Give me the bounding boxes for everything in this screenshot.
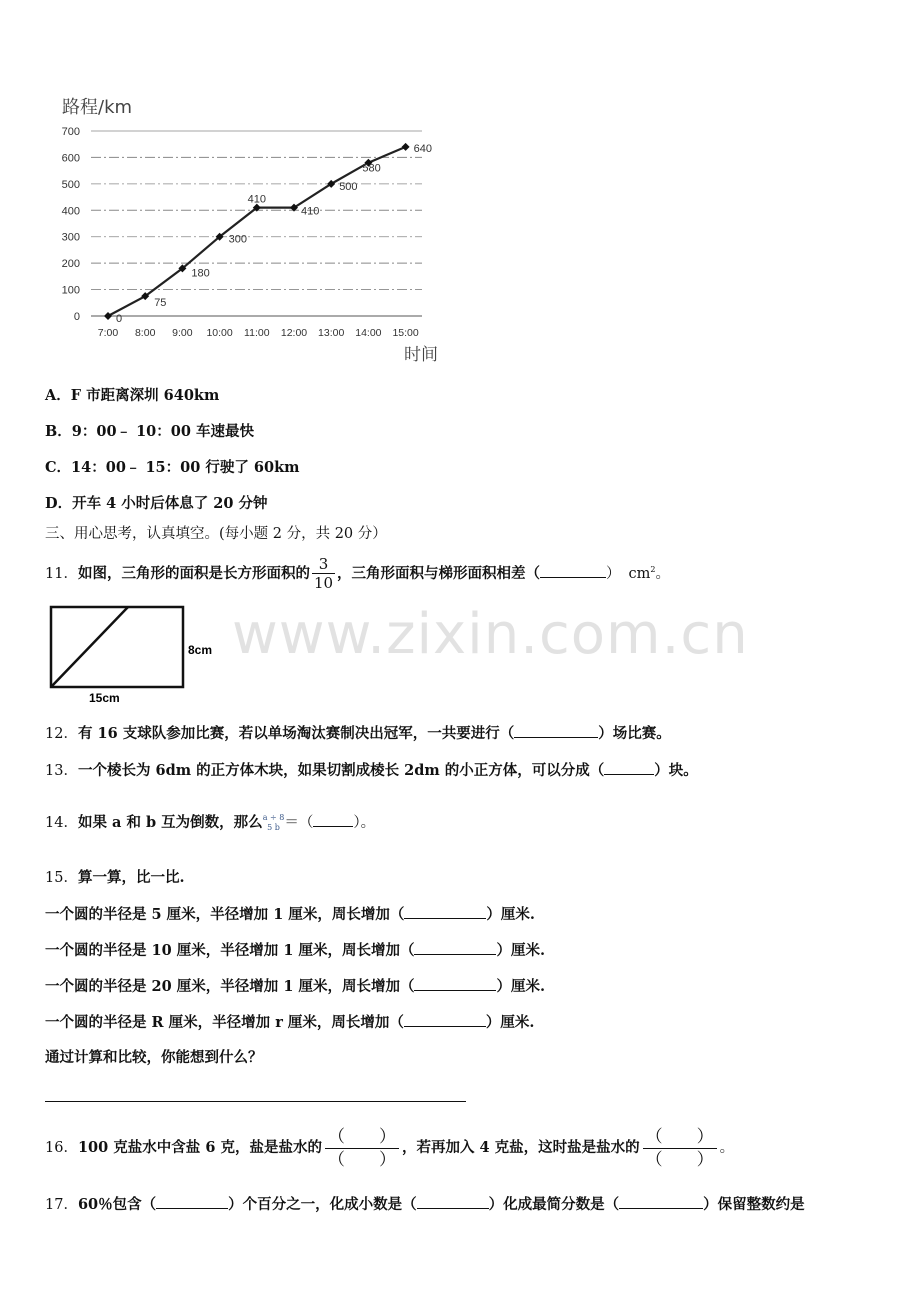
q16-text-2: ，若再加入 4 克盐，这时盐是盐水的 (401, 1139, 640, 1156)
height-label: 8cm (188, 643, 213, 657)
q17-text-4: ）保留整数约是 (703, 1196, 805, 1213)
q15-title: 算一算，比一比. (77, 869, 185, 886)
option-text: F 市距离深圳 640km (70, 387, 220, 404)
q17-text-3: ）化成最简分数是（ (488, 1196, 620, 1213)
question-16 (45, 1124, 734, 1172)
question-number: 11． (45, 565, 78, 582)
chart-xlabel: 时间 (404, 345, 438, 365)
answer-blank[interactable] (540, 563, 606, 578)
y-tick-label: 400 (61, 205, 80, 218)
option-letter: A． (45, 387, 71, 404)
x-tick-label: 15:00 (392, 327, 419, 339)
x-tick-label: 8:00 (134, 327, 156, 339)
section-3-heading: 三、用心思考，认真填空。(每小题 2 分，共 20 分） (45, 526, 387, 542)
chart-ylabel: 路程/km (62, 97, 133, 118)
question-12 (45, 723, 671, 744)
q11-close: ） (606, 565, 621, 582)
answer-blank[interactable] (404, 1012, 486, 1027)
answer-blank[interactable] (604, 760, 654, 775)
fraction-blank[interactable] (643, 1126, 717, 1171)
option-d (45, 494, 268, 514)
answer-blank[interactable] (414, 976, 496, 991)
question-number: 15． (45, 870, 78, 886)
y-tick-label: 600 (61, 152, 80, 165)
fraction-3-10 (312, 555, 335, 592)
q12-text-2: ）场比赛。 (598, 725, 671, 742)
fraction-blank[interactable] (325, 1126, 399, 1171)
option-letter: C． (45, 459, 72, 476)
question-13 (45, 760, 698, 781)
q15-line-1 (45, 904, 535, 925)
rectangle-figure (40, 598, 240, 708)
q15-line-3 (45, 976, 545, 997)
diagonal-line (51, 607, 128, 687)
data-label: 0 (116, 313, 123, 325)
q15-line-unit: ）厘米. (486, 906, 535, 923)
q14-equals: ＝（ (284, 815, 314, 831)
x-tick-label: 12:00 (280, 327, 308, 339)
q17-text-2: ）个百分之一，化成小数是（ (228, 1196, 417, 1213)
q14-text: 如果 a 和 b 互为倒数，那么 (77, 814, 263, 831)
y-tick-label: 0 (73, 311, 80, 323)
data-label: 75 (154, 297, 167, 310)
q15-line-text: 一个圆的半径是 20 厘米，半径增加 1 厘米，周长增加（ (45, 978, 415, 995)
q15-line-unit: ）厘米. (496, 942, 546, 959)
fraction-denominator: 10 (313, 574, 334, 593)
distance-time-chart (0, 0, 460, 372)
formula-bottom: 5 b (267, 823, 280, 832)
y-tick-label: 300 (61, 231, 80, 244)
q15-line-4 (45, 1012, 534, 1033)
q15-line-2 (45, 940, 545, 961)
x-tick-label: 10:00 (206, 327, 233, 339)
x-tick-label: 7:00 (97, 327, 119, 339)
q15-line-unit: ）厘米. (485, 1014, 535, 1031)
data-label: 410 (301, 205, 320, 218)
q14-close: ）。 (353, 815, 376, 831)
q17-text-1: 60％包含（ (77, 1196, 157, 1213)
q16-end: 。 (719, 1140, 735, 1156)
q15-line-text: 一个圆的半径是 10 厘米，半径增加 1 厘米，周长增加（ (45, 942, 415, 959)
x-tick-label: 11:00 (244, 327, 270, 339)
q11-text: 如图，三角形的面积是长方形面积的 (77, 564, 310, 582)
question-number: 16． (45, 1140, 78, 1156)
fraction-numerator-blank[interactable]: （ ） (645, 1126, 714, 1147)
answer-blank[interactable] (404, 904, 486, 919)
q15-line-text: 一个圆的半径是 5 厘米，半径增加 1 厘米，周长增加（ (45, 906, 405, 923)
q11-text-2: ，三角形面积与梯形面积相差（ (337, 564, 541, 582)
y-tick-label: 100 (61, 284, 80, 297)
answer-blank[interactable] (417, 1194, 489, 1209)
data-label: 410 (247, 193, 266, 206)
question-11 (45, 550, 671, 593)
data-label: 180 (191, 267, 210, 280)
question-number: 17． (45, 1197, 78, 1213)
q16-text: 100 克盐水中含盐 6 克，盐是盐水的 (77, 1139, 322, 1156)
fraction-denominator-blank[interactable]: （ ） (325, 1148, 399, 1171)
x-tick-label: 9:00 (172, 327, 193, 339)
fraction-denominator-blank[interactable]: （ ） (643, 1148, 717, 1171)
option-text: 9：00﹣ 10：00 车速最快 (71, 423, 254, 440)
x-tick-label: 14:00 (355, 327, 382, 339)
width-label: 15cm (89, 691, 120, 705)
option-a (45, 386, 219, 406)
x-tick-label: 13:00 (318, 327, 345, 339)
y-tick-label: 200 (61, 258, 80, 271)
fraction-numerator-blank[interactable]: （ ） (327, 1126, 396, 1147)
unit: cm (628, 565, 651, 582)
q15-question: 通过计算和比较，你能想到什么？ (45, 1049, 263, 1066)
question-number: 13． (45, 763, 78, 779)
question-number: 12． (45, 726, 78, 742)
answer-blank[interactable] (619, 1194, 703, 1209)
question-14 (45, 806, 375, 840)
answer-line[interactable] (45, 1101, 466, 1102)
formula-top: a ÷ 8 (262, 813, 285, 822)
data-label: 640 (413, 142, 432, 155)
q13-text-2: ）块。 (654, 762, 698, 779)
option-text: 开车 4 小时后体息了 20 分钟 (72, 495, 268, 512)
q12-text: 有 16 支球队参加比赛，若以单场淘汰赛制决出冠军，一共要进行（ (77, 725, 515, 742)
q15-line-text: 一个圆的半径是 R 厘米，半径增加 r 厘米，周长增加（ (45, 1014, 404, 1031)
answer-blank[interactable] (156, 1194, 228, 1209)
answer-blank[interactable] (313, 812, 353, 827)
chart-series-line (108, 147, 406, 316)
question-15 (45, 868, 185, 888)
option-b (45, 422, 254, 442)
answer-blank[interactable] (414, 940, 496, 955)
data-point (104, 312, 112, 320)
data-label: 500 (339, 180, 358, 193)
q15-line-unit: ）厘米. (496, 978, 546, 995)
option-letter: B． (45, 423, 72, 440)
fraction-numerator: 3 (318, 555, 329, 574)
watermark: www.zixin.com.cn (232, 602, 749, 667)
unit-exponent: 2 (650, 565, 656, 574)
data-point (402, 143, 410, 151)
q13-text: 一个棱长为 6dm 的正方体木块，如果切割成棱长 2dm 的小正方体，可以分成（ (77, 762, 605, 779)
option-text: 14：00﹣ 15：00 行驶了 60km (71, 459, 300, 476)
data-label: 580 (362, 162, 381, 175)
question-17 (45, 1194, 805, 1215)
formula-image (263, 813, 285, 833)
data-label: 300 (228, 233, 247, 246)
question-number: 14． (45, 815, 78, 831)
option-letter: D． (45, 495, 73, 512)
answer-blank[interactable] (514, 723, 598, 738)
q11-end: 。 (655, 565, 671, 582)
option-c (45, 458, 299, 478)
y-tick-label: 500 (61, 178, 80, 191)
y-tick-label: 700 (61, 126, 80, 138)
